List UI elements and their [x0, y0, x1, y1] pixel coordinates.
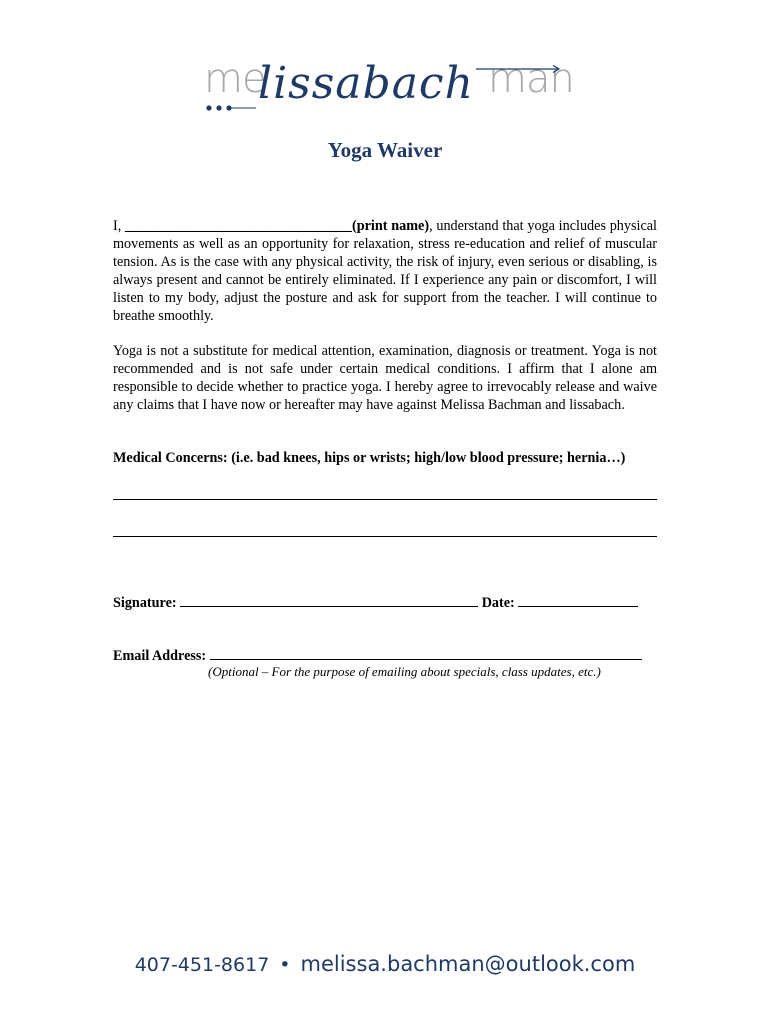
medical-concerns-label: Medical Concerns: (i.e. bad knees, hips or wrists; high/low blood pressure; hernia…) [113, 450, 626, 466]
page-title: Yoga Waiver [327, 138, 443, 162]
email-field[interactable] [210, 646, 642, 660]
signature-field[interactable] [180, 593, 478, 607]
medical-concerns-line-2[interactable] [113, 536, 657, 537]
email-label: Email Address: [113, 648, 207, 664]
footer-separator: • [279, 954, 291, 976]
p1-prefix: I, [113, 218, 126, 234]
email-note: (Optional – For the purpose of emailing about specials, class updates, etc.) [208, 664, 601, 679]
print-name-blank[interactable]: ________________________________ [125, 218, 353, 234]
email-row [113, 646, 642, 665]
logo-text-me: me [204, 56, 266, 102]
print-name-label: (print name) [352, 218, 430, 234]
footer-contact [0, 952, 770, 976]
footer-email: melissa.bachman@outlook.com [300, 952, 636, 976]
logo-text-man: man [488, 56, 574, 102]
date-label: Date: [481, 595, 515, 611]
signature-row [113, 593, 638, 612]
footer-phone: 407-451-8617 [134, 954, 270, 976]
logo-dots-icon [206, 105, 256, 110]
waiver-paragraph-2: Yoga is not a substitute for medical attention, examination, diagnosis or treatment. Yoga is not recommended and is not safe under certain medical conditions. I affirm that I alone am responsible to decide whether to practice yoga. I hereby agree to irrevocably release and waive any claims that I have now or hereafter may have against Melissa Bachman and lissabach. [113, 343, 657, 413]
signature-label: Signature: [113, 595, 177, 611]
p1-text: , understand that yoga includes physical movements as well as an opportunity for relaxation, stress re-education and relief of muscular tension. As is the case with any physical activity, the risk of injury, even serious or disabling, is always present and cannot be entirely eliminated. If I experience any pain or discomfort, I will listen to my body, adjust the posture and ask for support from the teacher. I will continue to breathe smoothly. [113, 218, 657, 324]
medical-concerns-line-1[interactable] [113, 499, 657, 500]
waiver-paragraph-1 [113, 218, 657, 325]
logo-text-script: lissabach [258, 58, 474, 109]
melissabachman-logo [200, 48, 574, 118]
date-field[interactable] [518, 593, 638, 607]
